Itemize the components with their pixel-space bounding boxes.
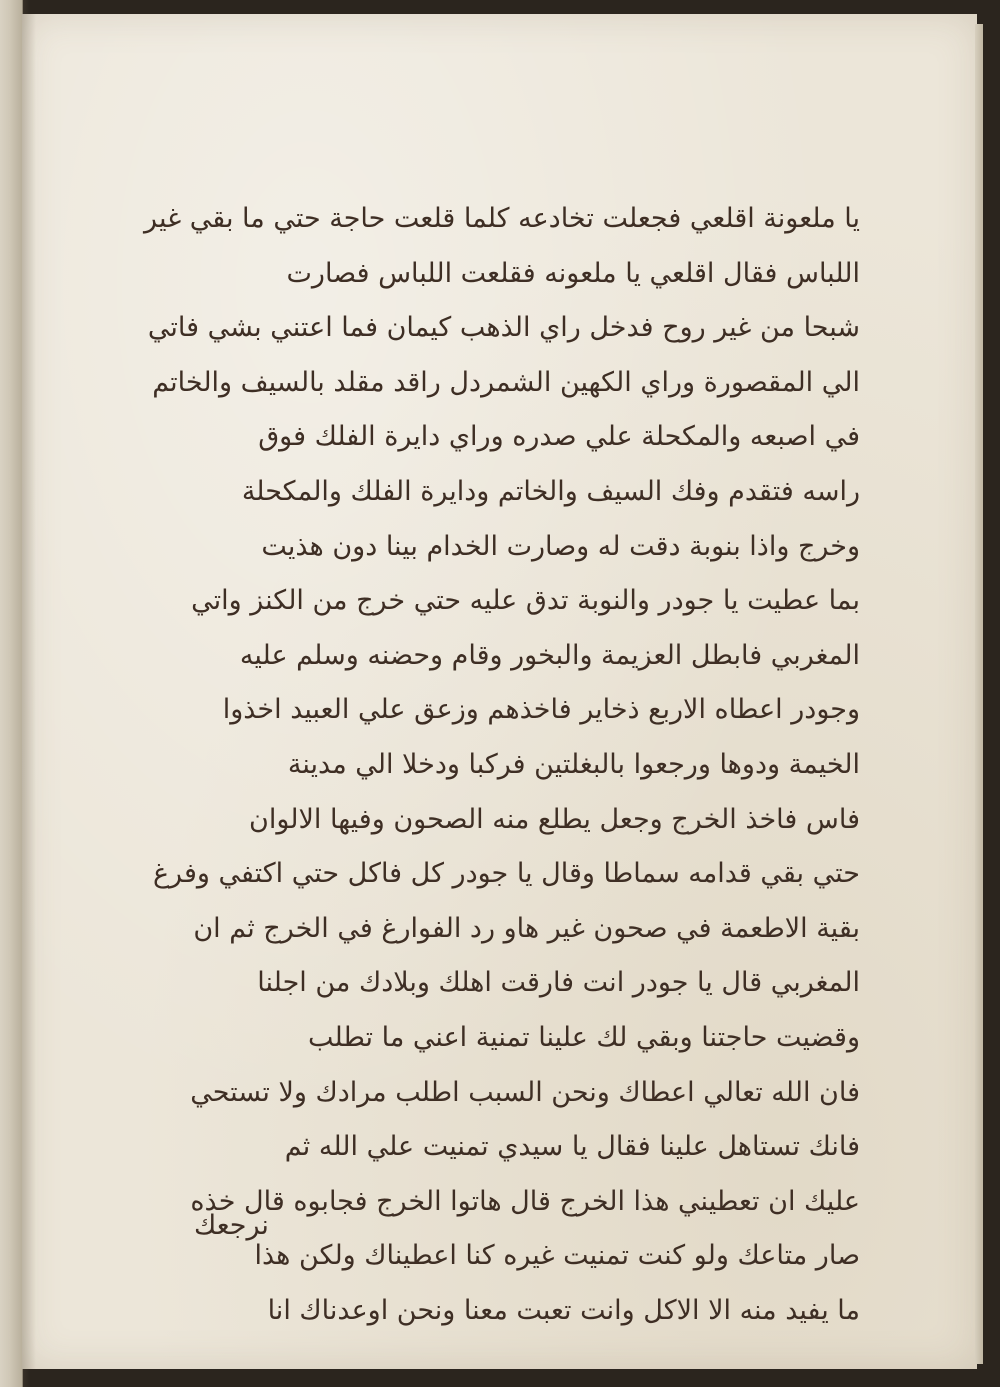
- manuscript-line-19: عليك ان تعطيني هذا الخرج قال هاتوا الخرج فجابوه قال خذه: [190, 1185, 860, 1217]
- manuscript-line-17: فان الله تعالي اعطاك ونحن السبب اطلب مرادك ولا تستحي: [190, 1076, 860, 1108]
- manuscript-page: [22, 14, 977, 1369]
- manuscript-line-11: الخيمة ودوها ورجعوا بالبغلتين فركبا ودخلا الي مدينة: [287, 748, 860, 780]
- manuscript-line-18: فانك تستاهل علينا فقال يا سيدي تمنيت علي الله ثم: [284, 1131, 860, 1163]
- manuscript-line-9: المغربي فابطل العزيمة والبخور وقام وحضنه وسلم عليه: [239, 639, 860, 671]
- manuscript-line-16: وقضيت حاجتنا وبقي لك علينا تمنية اعني ما تطلب: [307, 1021, 860, 1053]
- manuscript-line-6: راسه فتقدم وفك السيف والخاتم ودايرة الفلك والمكحلة: [241, 475, 860, 507]
- manuscript-line-4: الي المقصورة وراي الكهين الشمردل راقد مقلد بالسيف والخاتم: [152, 366, 860, 398]
- manuscript-line-21: ما يفيد منه الا الاكل وانت تعبت معنا ونحن اوعدناك انا: [267, 1294, 860, 1326]
- manuscript-line-5: في اصبعه والمكحلة علي صدره وراي دايرة الفلك فوق: [258, 421, 860, 453]
- facing-page-edge: [0, 0, 23, 1387]
- manuscript-line-15: المغربي قال يا جودر انت فارقت اهلك وبلادك من اجلنا: [257, 967, 860, 999]
- manuscript-line-2: اللباس فقال اقلعي يا ملعونه فقلعت اللباس فصارت: [286, 257, 860, 289]
- manuscript-line-7: وخرج واذا بنوبة دقت له وصارت الخدام بينا دون هذيت: [261, 530, 860, 562]
- manuscript-line-10: وجودر اعطاه الاربع ذخاير فاخذهم وزعق علي العبيد اخذوا: [222, 694, 860, 726]
- manuscript-line-8: بما عطيت يا جودر والنوبة تدق عليه حتي خرج من الكنز واتي: [191, 585, 860, 617]
- manuscript-line-3: شبحا من غير روح فدخل راي الذهب كيمان فما اعتني بشي فاتي: [147, 312, 860, 344]
- manuscript-line-1: يا ملعونة اقلعي فجعلت تخادعه كلما قلعت حاجة حتي ما بقي غير: [144, 203, 860, 234]
- manuscript-line-14: بقية الاطعمة في صحون غير هاو رد الفوارغ في الخرج ثم ان: [193, 912, 860, 944]
- catchword: نرجعك: [194, 1210, 269, 1241]
- manuscript-line-20: صار متاعك ولو كنت تمنيت غيره كنا اعطيناك ولكن هذا: [254, 1240, 860, 1272]
- page-gutter-shadow: [22, 14, 36, 1369]
- manuscript-line-12: فاس فاخذ الخرج وجعل يطلع منه الصحون وفيها الالوان: [248, 803, 860, 835]
- manuscript-line-13: حتي بقي قدامه سماطا وقال يا جودر كل فاكل حتي اكتفي وفرغ: [152, 858, 860, 890]
- manuscript-text-block: [130, 192, 860, 1338]
